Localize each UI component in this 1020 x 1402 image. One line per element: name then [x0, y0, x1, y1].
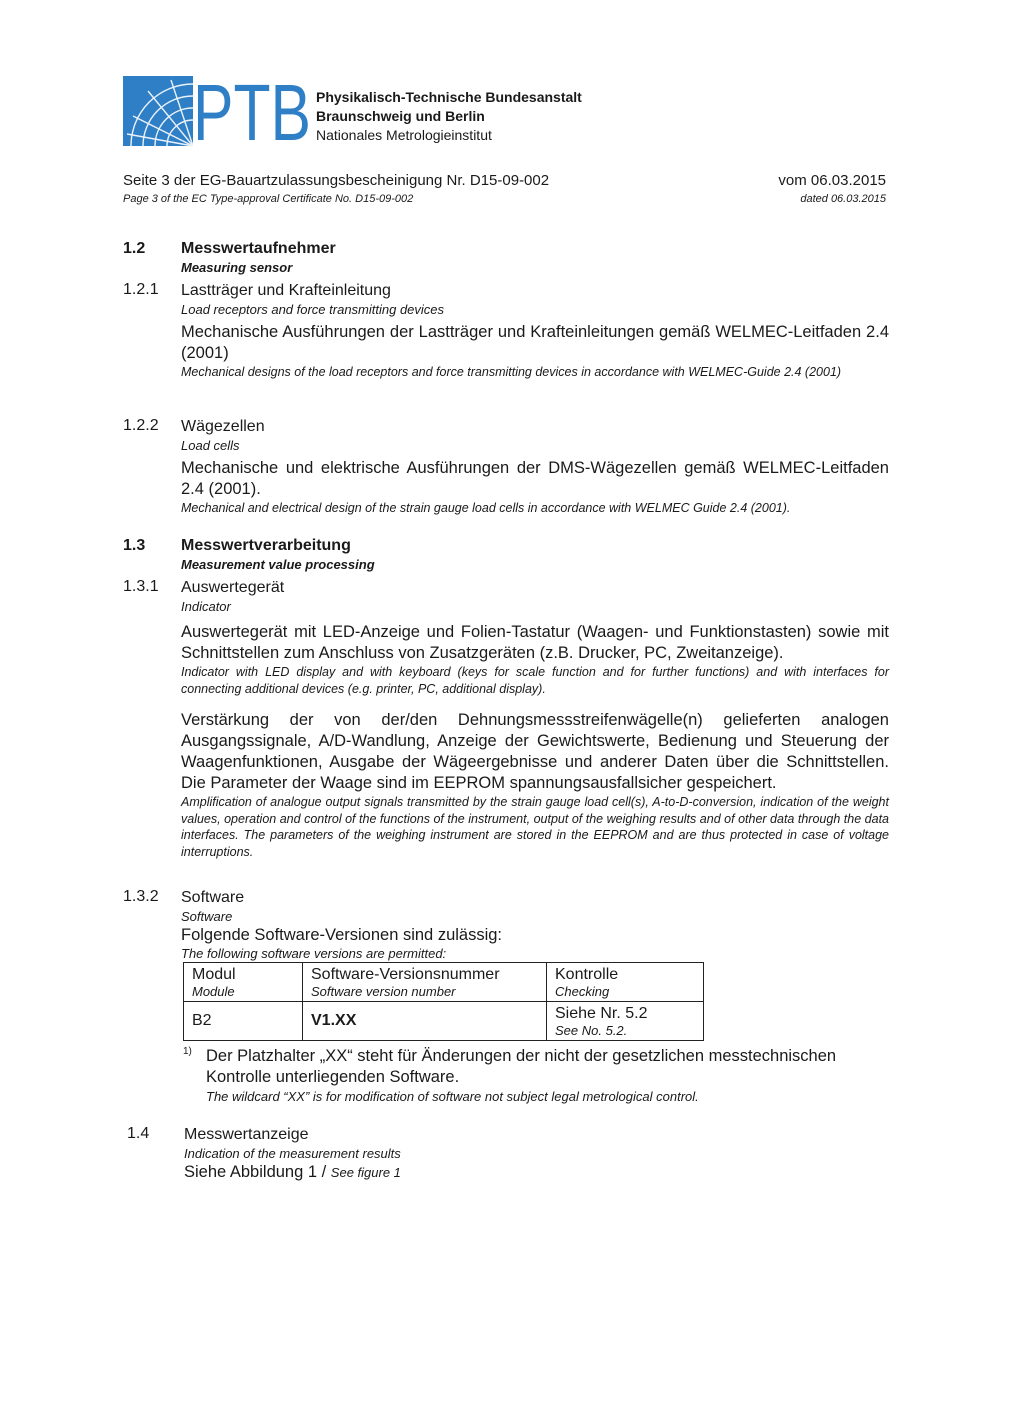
table-cell: [184, 963, 303, 1002]
intro: Folgende Software-Versionen sind zulässig:: [181, 926, 503, 944]
col-header-checking: Kontrolle: [555, 966, 619, 983]
col-header-version-en: Software version number: [311, 984, 456, 999]
section-title: Messwertaufnehmer: [181, 240, 336, 257]
col-header-version: Software-Versionsnummer: [311, 966, 500, 983]
institute-line-1: Physikalisch-Technische Bundesanstalt: [316, 89, 582, 105]
svg-text:PTB: PTB: [193, 68, 311, 157]
footnote-mark: 1): [183, 1046, 192, 1057]
section-title-en: Indicator: [181, 599, 231, 614]
figure-ref-en: See figure 1: [330, 1165, 401, 1180]
date-de: vom 06.03.2015: [778, 172, 886, 189]
section-number: 1.2.2: [123, 417, 159, 434]
table-cell: [184, 1002, 303, 1041]
table-cell: [547, 1002, 704, 1041]
footnote: [206, 1046, 890, 1105]
table-cell: [303, 1002, 547, 1041]
institute-name: [316, 88, 582, 145]
footnote-text-en: The wildcard “XX” is for modification of software not subject legal metrological control.: [206, 1089, 699, 1104]
paragraph-en: Amplification of analogue output signals transmitted by the strain gauge load cell(s), A-to-D-conversion, indication of the weight values, operation and control of the functions of the instrument, output of the weighing results and of other data through the data interfaces. The parameters of the weighing instrument are stored in the EEPROM and are thus protected in case of voltage interruptions.: [181, 795, 889, 859]
paragraph-en: Indicator with LED display and with keyboard (keys for scale function and for further functions) and with interfaces for connecting additional devices (e.g. printer, PC, additional display).: [181, 665, 889, 696]
col-header-module: Modul: [192, 966, 236, 983]
section-title: Auswertegerät: [181, 579, 285, 596]
checking-value-en: See No. 5.2.: [555, 1023, 628, 1038]
table-cell: [547, 963, 704, 1002]
figure-ref-separator: /: [317, 1163, 331, 1181]
checking-value: Siehe Nr. 5.2: [555, 1005, 648, 1022]
footnote-text: Der Platzhalter „XX“ steht für Änderungen der nicht der gesetzlichen messtechnischen Kontrolle unterliegenden Software.: [206, 1047, 837, 1086]
col-header-checking-en: Checking: [555, 984, 610, 999]
section-number: 1.3.2: [123, 888, 159, 905]
section-1-2-2: [181, 417, 889, 517]
section-title-en: Measurement value processing: [181, 557, 375, 572]
section-number: 1.3.1: [123, 578, 159, 595]
section-number: 1.3: [123, 537, 146, 554]
section-title: Software: [181, 889, 245, 906]
page-ref-en: Page 3 of the EC Type-approval Certificate No. D15-09-002: [123, 193, 414, 205]
ptb-logo: [123, 68, 313, 157]
table-cell: [303, 963, 547, 1002]
intro-en: The following software versions are permitted:: [181, 946, 447, 961]
section-title-en: Indication of the measurement results: [184, 1146, 401, 1161]
table-header-row: [184, 963, 704, 1002]
section-number: 1.2: [123, 240, 146, 257]
section-1-3: [181, 536, 889, 573]
section-1-4: [184, 1125, 892, 1182]
section-title-en: Load receptors and force transmitting devices: [181, 302, 445, 317]
institute-line-3: Nationales Metrologieinstitut: [316, 127, 492, 143]
section-1-3-1: [181, 578, 889, 860]
section-title-en: Software: [181, 909, 233, 924]
module-value: B2: [192, 1012, 212, 1029]
section-title-en: Measuring sensor: [181, 260, 293, 275]
section-number: 1.2.1: [123, 281, 159, 298]
section-title-en: Load cells: [181, 438, 240, 453]
section-1-2-1: [181, 281, 889, 381]
section-1-3-2: [181, 888, 889, 962]
version-value: V1.XX: [311, 1012, 357, 1029]
software-table: [183, 962, 704, 1041]
date-en: dated 06.03.2015: [800, 193, 886, 205]
section-1-2: [181, 239, 889, 276]
section-title: Lastträger und Krafteinleitung: [181, 282, 391, 299]
paragraph: Auswertegerät mit LED-Anzeige und Folien-Tastatur (Waagen- und Funktionstasten) sowie mit Schnittstellen zum Anschluss von Zusatzgeräten (z.B. Drucker, PC, Zweitanzeige).: [181, 623, 889, 662]
section-title: Messwertverarbeitung: [181, 537, 351, 554]
paragraph: Verstärkung der von der/den Dehnungsmessstreifenwägelle(n) gelieferten analogen Ausgangssignale, A/D-Wandlung, Anzeige der Gewichtswerte, Bedienung und Steuerung der Waagenfunktionen, Ausgabe der Wägeergebnisse und anderer Daten über die Schnittstellen. Die Parameter der Waage sind im EEPROM spannungsausfallsicher gespeichert.: [181, 711, 889, 792]
institute-line-2: Braunschweig und Berlin: [316, 108, 485, 124]
paragraph: Mechanische und elektrische Ausführungen der DMS-Wägezellen gemäß WELMEC-Leitfaden 2.4 (2001).: [181, 459, 889, 498]
page-ref-de: Seite 3 der EG-Bauartzulassungsbescheinigung Nr. D15-09-002: [123, 172, 550, 189]
paragraph-en: Mechanical designs of the load receptors and force transmitting devices in accordance with WELMEC-Guide 2.4 (2001): [181, 365, 842, 379]
col-header-module-en: Module: [192, 984, 235, 999]
date-block: [778, 172, 886, 205]
section-title: Wägezellen: [181, 418, 265, 435]
figure-ref-de: Siehe Abbildung 1: [184, 1163, 318, 1181]
paragraph: Mechanische Ausführungen der Lastträger und Krafteinleitungen gemäß WELMEC-Leitfaden 2.4 (2001): [181, 323, 889, 362]
table-row: [184, 1002, 704, 1041]
section-title: Messwertanzeige: [184, 1126, 309, 1143]
figure-reference: [184, 1162, 892, 1182]
section-number: 1.4: [127, 1125, 150, 1142]
page-header: [123, 172, 886, 205]
paragraph-en: Mechanical and electrical design of the strain gauge load cells in accordance with WELMEC Guide 2.4 (2001).: [181, 501, 791, 515]
